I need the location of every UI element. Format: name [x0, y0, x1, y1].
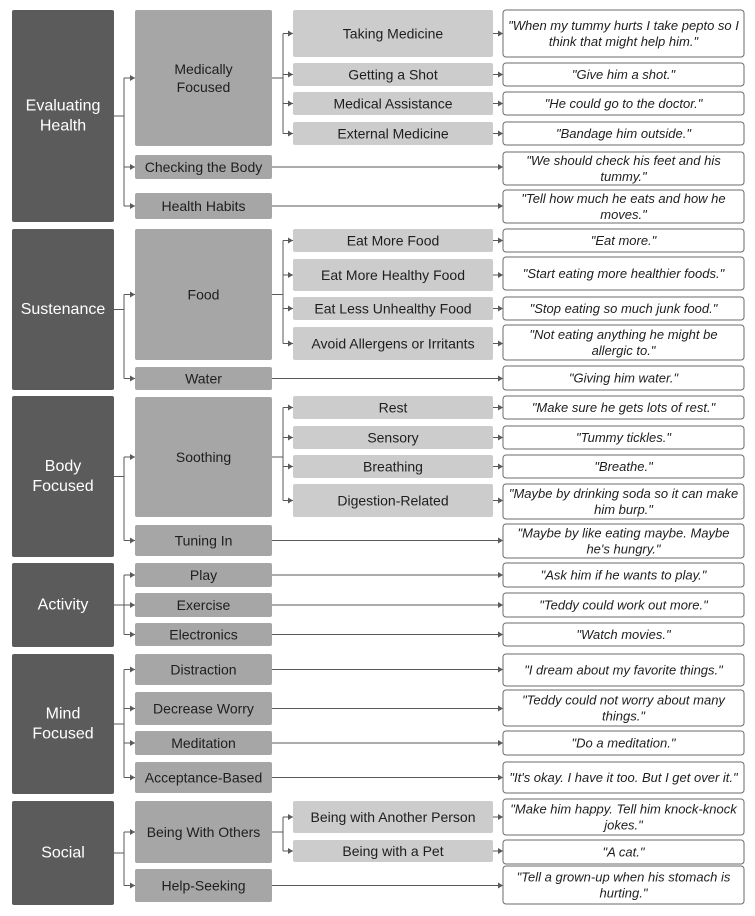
category-2-sub-0-item-2-box-text: Breathing: [363, 458, 423, 475]
category-2-sub-0-item-0-quote-text: "Make sure he gets lots of rest.": [531, 400, 716, 415]
category-0-sub-1-quote-text: tummy.": [600, 169, 647, 184]
category-5-sub-0-item-0-box-text: Being with Another Person: [310, 809, 476, 825]
category-4-sub-1-quote-text: things.": [602, 708, 645, 724]
category-5-sub-1-quote-text: "Tell a grown-up when his stomach is: [516, 869, 731, 885]
category-5-sub-0-box: [135, 801, 272, 863]
category-1-sub-0-item-1-quote: [503, 257, 744, 290]
category-4-sub-2-quote-text: "Do a meditation.": [571, 735, 676, 751]
category-4-sub-1-quote: [503, 690, 744, 726]
category-0-sub-0-box-text: Focused: [176, 79, 231, 95]
category-0-sub-2-quote-text: "Tell how much he eats and how he: [521, 191, 726, 206]
category-3-sub-1-box: [135, 593, 272, 617]
category-3-sub-1-quote-text: "Teddy could work out more.": [539, 597, 708, 613]
arrowhead: [130, 706, 135, 712]
arrowhead: [498, 341, 503, 347]
category-0-sub-0-item-3-quote: [503, 122, 744, 145]
category-5-sub-0-box-text: Being With Others: [146, 824, 261, 840]
category-0-sub-1-quote: [503, 152, 744, 185]
category-1-sub-0-item-2-box-text: Eat Less Unhealthy Food: [314, 300, 472, 317]
category-0-sub-0-item-1-box: [293, 63, 493, 86]
category-5-sub-0-item-1-box: [293, 840, 493, 862]
category-0-sub-0-item-2-quote-text: "He could go to the doctor.": [544, 96, 703, 111]
category-1-sub-0-item-1-box: [293, 259, 493, 291]
category-4-box-text: Focused: [32, 725, 94, 743]
category-3-sub-2-quote: [503, 623, 744, 646]
arrowhead: [288, 131, 293, 137]
arrowhead: [498, 740, 503, 746]
category-0-sub-0-item-0-box: [293, 10, 493, 57]
category-2-sub-0-item-1-quote: [503, 426, 744, 449]
category-1-sub-0-box-text: Food: [187, 286, 220, 303]
category-3-sub-1-box-text: Exercise: [176, 597, 231, 613]
category-1-sub-0-item-3-quote-text: "Not eating anything he might be: [529, 327, 718, 342]
arrowhead: [130, 775, 135, 781]
arrowhead: [498, 706, 503, 712]
category-2-sub-1-quote-text: he's hungry.": [586, 541, 661, 557]
category-1-sub-0-item-0-box-text: Eat More Food: [346, 232, 440, 249]
arrowhead: [498, 131, 503, 137]
category-4-sub-0-quote-text: "I dream about my favorite things.": [524, 662, 723, 678]
category-4-box-text: Mind: [45, 705, 81, 723]
arrowhead: [288, 72, 293, 78]
category-0-sub-0-box: [135, 10, 272, 146]
category-2-sub-0-item-2-box: [293, 455, 493, 478]
arrowhead: [288, 814, 293, 820]
category-0-box: [12, 10, 114, 222]
category-2-sub-1-quote-text: "Maybe by like eating maybe. Maybe: [517, 525, 730, 541]
arrowhead: [288, 405, 293, 411]
category-5-box-text: Social: [41, 844, 85, 862]
arrowhead: [130, 164, 135, 170]
category-4-sub-3-box: [135, 762, 272, 793]
arrowhead: [498, 498, 503, 504]
category-4-sub-2-box: [135, 731, 272, 755]
category-2-box-text: Focused: [32, 478, 94, 495]
arrowhead: [288, 238, 293, 244]
arrowhead: [288, 101, 293, 107]
arrowhead: [498, 376, 503, 382]
category-4-sub-1-box: [135, 692, 272, 725]
category-3-sub-0-quote-text: "Ask him if he wants to play.": [540, 567, 707, 583]
category-5-sub-1-box-text: Help-Seeking: [161, 877, 246, 894]
category-4-sub-2-quote: [503, 731, 744, 755]
arrowhead: [130, 538, 135, 544]
arrowhead: [498, 272, 503, 278]
arrowhead: [498, 883, 503, 889]
category-4-sub-2-box-text: Meditation: [171, 735, 236, 751]
category-1-sub-0-item-0-box: [293, 229, 493, 252]
category-4-sub-1-quote-text: "Teddy could not worry about many: [522, 692, 725, 708]
arrowhead: [498, 405, 503, 411]
arrowhead: [130, 883, 135, 889]
arrowhead: [498, 164, 503, 170]
category-0-sub-0-item-0-box-text: Taking Medicine: [342, 25, 444, 42]
category-2-sub-0-item-1-box-text: Sensory: [367, 429, 419, 446]
arrowhead: [498, 31, 503, 37]
category-5-sub-0-item-0-box: [293, 801, 493, 833]
category-3-sub-0-box-text: Play: [189, 567, 218, 583]
category-4-sub-3-quote-text: "It's okay. I have it too. But I get over it.": [509, 770, 738, 785]
category-5-sub-0-item-0-quote: [503, 799, 744, 835]
category-1-sub-0-item-3-quote-text: allergic to.": [591, 343, 656, 358]
category-4-sub-0-quote: [503, 654, 744, 686]
category-5-sub-0-item-1-box-text: Being with a Pet: [342, 843, 444, 859]
arrowhead: [498, 775, 503, 781]
arrowhead: [498, 848, 503, 854]
category-0-sub-0-item-1-quote: [503, 63, 744, 86]
arrowhead: [498, 464, 503, 470]
arrowhead: [498, 667, 503, 673]
category-0-sub-1-box-text: Checking the Body: [144, 159, 263, 175]
category-0-sub-0-item-3-quote-text: "Bandage him outside.": [556, 126, 691, 141]
arrowhead: [130, 292, 135, 298]
category-3-sub-2-quote-text: "Watch movies.": [576, 627, 671, 642]
category-5-sub-0-item-1-quote: [503, 840, 744, 864]
arrowhead: [498, 72, 503, 78]
arrowhead: [498, 203, 503, 209]
category-2-box-text: Body: [44, 458, 82, 475]
category-3-sub-0-box: [135, 563, 272, 587]
category-0-sub-2-quote-text: moves.": [600, 207, 647, 222]
arrowhead: [130, 829, 135, 835]
category-3-sub-2-box-text: Electronics: [169, 626, 238, 643]
category-1-sub-1-quote: [503, 366, 744, 390]
category-2-sub-0-item-3-box: [293, 484, 493, 517]
arrowhead: [498, 435, 503, 441]
category-1-sub-1-box: [135, 367, 272, 390]
arrowhead: [288, 464, 293, 470]
category-0-sub-0-item-2-box-text: Medical Assistance: [333, 95, 453, 112]
arrowhead: [498, 814, 503, 820]
arrowhead: [498, 238, 503, 244]
category-1-box: [12, 229, 114, 390]
category-0-sub-0-item-0-quote-text: "When my tummy hurts I take pepto so I: [508, 18, 739, 33]
arrowhead: [498, 101, 503, 107]
category-2-sub-1-quote: [503, 524, 744, 558]
category-2-sub-0-item-3-quote: [503, 484, 744, 519]
category-2-sub-0-item-2-quote-text: "Breathe.": [594, 459, 653, 474]
category-1-sub-0-item-2-quote-text: "Stop eating so much junk food.": [529, 301, 718, 316]
category-3-sub-1-quote: [503, 593, 744, 617]
category-5-box: [12, 801, 114, 905]
category-3-box-text: Activity: [37, 596, 89, 614]
category-1-sub-0-item-3-quote: [503, 325, 744, 360]
arrowhead: [130, 376, 135, 382]
category-0-sub-0-box-text: Medically: [174, 61, 233, 77]
arrowhead: [288, 306, 293, 312]
category-3-sub-2-box: [135, 623, 272, 646]
category-1-sub-0-item-3-box: [293, 327, 493, 360]
category-0-sub-1-quote-text: "We should check his feet and his: [526, 153, 721, 168]
category-1-sub-0-box: [135, 229, 272, 360]
category-5-sub-1-quote-text: hurting.": [599, 885, 648, 901]
arrowhead: [130, 740, 135, 746]
category-4-sub-0-box: [135, 654, 272, 685]
category-2-box: [12, 396, 114, 557]
category-2-sub-1-box-text: Tuning In: [174, 532, 233, 549]
diagram-boxes: [12, 10, 744, 905]
category-5-sub-1-box: [135, 869, 272, 902]
arrowhead: [498, 602, 503, 608]
category-4-sub-1-box-text: Decrease Worry: [153, 700, 254, 717]
arrowhead: [288, 31, 293, 37]
category-0-sub-1-box: [135, 155, 272, 179]
category-1-sub-1-box-text: Water: [185, 370, 222, 387]
category-2-sub-0-box-text: Soothing: [175, 449, 232, 465]
arrowhead: [288, 498, 293, 504]
category-0-sub-0-item-0-quote: [503, 10, 744, 57]
category-2-sub-0-item-0-quote: [503, 396, 744, 419]
arrowhead: [130, 602, 135, 608]
category-2-sub-0-item-0-box-text: Rest: [378, 399, 408, 416]
arrowhead: [288, 272, 293, 278]
arrowhead: [130, 203, 135, 209]
arrowhead: [130, 75, 135, 81]
category-5-sub-0-item-0-quote-text: "Make him happy. Tell him knock-knock: [510, 801, 737, 817]
category-3-sub-0-quote: [503, 563, 744, 587]
category-0-box-text: Health: [39, 117, 87, 135]
category-5-sub-0-item-0-quote-text: jokes.": [604, 817, 643, 833]
category-0-sub-0-item-2-quote: [503, 92, 744, 115]
category-0-sub-2-quote: [503, 190, 744, 223]
category-2-sub-1-box: [135, 525, 272, 556]
category-3-box: [12, 563, 114, 647]
category-0-sub-0-item-3-box: [293, 122, 493, 145]
category-0-box-text: Evaluating: [25, 97, 101, 115]
arrowhead: [498, 538, 503, 544]
category-2-sub-0-item-3-quote-text: him burp.": [594, 502, 653, 517]
category-4-sub-3-quote: [503, 762, 744, 793]
arrowhead: [498, 306, 503, 312]
category-0-sub-0-item-2-box: [293, 92, 493, 115]
category-2-sub-0-item-3-box-text: Digestion-Related: [337, 492, 449, 509]
arrowhead: [130, 667, 135, 673]
arrowhead: [130, 632, 135, 638]
category-2-sub-0-item-2-quote: [503, 455, 744, 478]
category-0-sub-0-item-3-box-text: External Medicine: [337, 125, 449, 142]
category-4-sub-0-box-text: Distraction: [170, 661, 237, 678]
category-2-sub-0-box: [135, 397, 272, 517]
category-4-box: [12, 654, 114, 794]
category-1-sub-0-item-3-box-text: Avoid Allergens or Irritants: [311, 335, 475, 352]
category-1-sub-0-item-0-quote: [503, 229, 744, 252]
category-2-sub-0-item-1-box: [293, 426, 493, 449]
category-1-sub-0-item-0-quote-text: "Eat more.": [590, 233, 657, 248]
category-0-sub-0-item-1-box-text: Getting a Shot: [348, 66, 438, 83]
category-0-sub-2-box: [135, 193, 272, 219]
arrowhead: [288, 848, 293, 854]
category-1-box-text: Sustenance: [20, 301, 106, 318]
category-2-sub-0-item-1-quote-text: "Tummy tickles.": [576, 430, 671, 445]
category-4-sub-3-box-text: Acceptance-Based: [144, 769, 263, 786]
category-1-sub-0-item-2-box: [293, 297, 493, 320]
category-1-sub-0-item-2-quote: [503, 297, 744, 320]
category-1-sub-0-item-1-quote-text: "Start eating more healthier foods.": [522, 266, 725, 281]
category-2-sub-0-item-0-box: [293, 396, 493, 419]
category-2-sub-0-item-3-quote-text: "Maybe by drinking soda so it can make: [508, 486, 739, 501]
category-0-sub-2-box-text: Health Habits: [161, 198, 246, 214]
category-1-sub-1-quote-text: "Giving him water.": [568, 370, 679, 386]
arrowhead: [498, 632, 503, 638]
category-0-sub-0-item-0-quote-text: think that might help him.": [548, 34, 699, 49]
arrowhead: [130, 572, 135, 578]
arrowhead: [288, 341, 293, 347]
arrowhead: [130, 454, 135, 460]
arrowhead: [288, 435, 293, 441]
category-0-sub-0-item-1-quote-text: "Give him a shot.": [571, 67, 676, 82]
category-1-sub-0-item-1-box-text: Eat More Healthy Food: [321, 267, 465, 283]
arrowhead: [498, 572, 503, 578]
category-5-sub-0-item-1-quote-text: "A cat.": [602, 844, 645, 860]
category-5-sub-1-quote: [503, 866, 744, 904]
